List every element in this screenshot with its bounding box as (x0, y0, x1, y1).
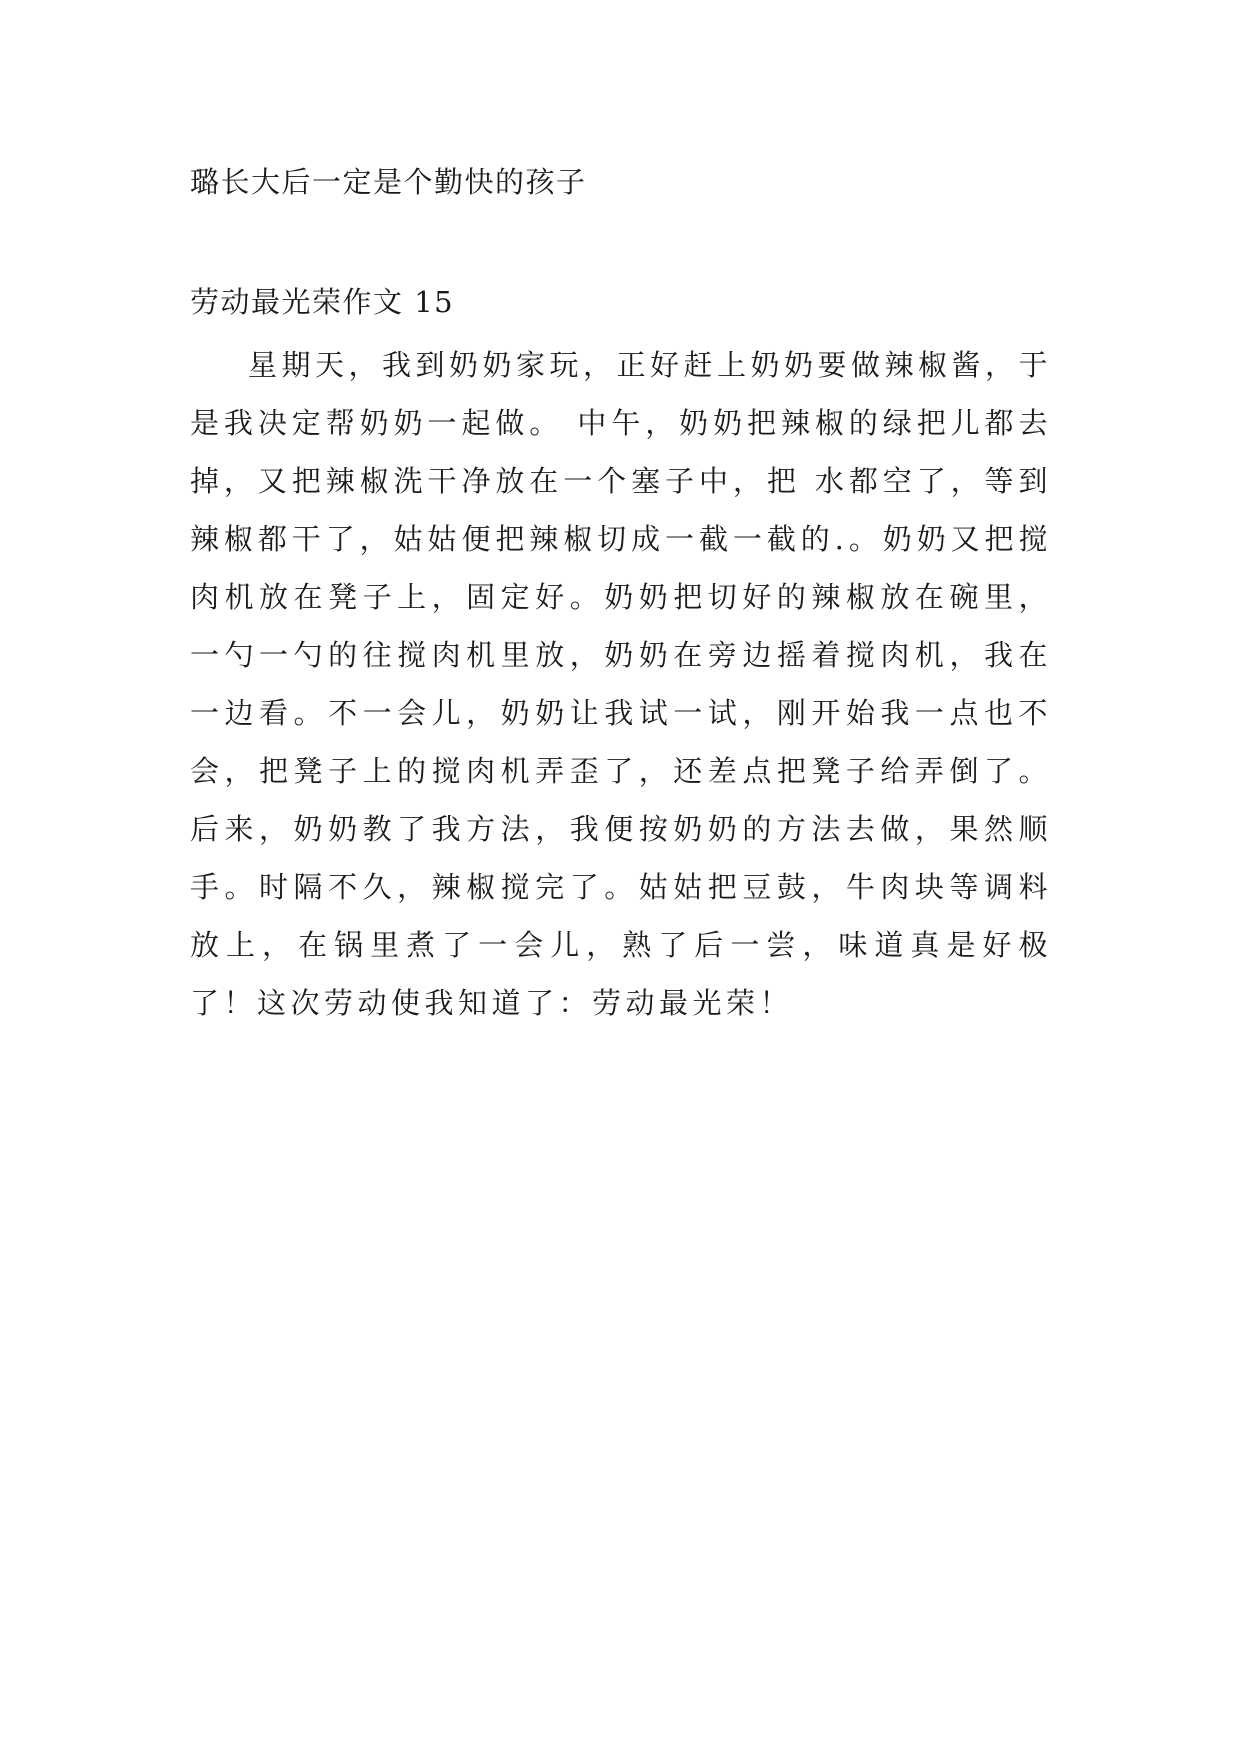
essay-title: 劳动最光荣作文 15 (190, 285, 455, 319)
previous-essay-closing-line: 璐长大后一定是个勤快的孩子 (190, 165, 587, 199)
essay-body-paragraph: 星期天，我到奶奶家玩，正好赶上奶奶要做辣椒酱，于是我决定帮奶奶一起做。 中午，奶奶把辣椒的绿把儿都去掉，又把辣椒洗干净放在一个塞子中，把 水都空了，等到辣椒都干了，姑姑便把辣椒切成一截一截的.。奶奶又把搅肉机放在凳子上，固定好。奶奶把切好的辣椒放在碗里，一勺一勺的往搅肉机里放，奶奶在旁边摇着搅肉机，我在一边看。不一会儿，奶奶让我试一试，刚开始我一点也不会，把凳子上的搅肉机弄歪了，还差点把凳子给弄倒了。后来，奶奶教了我方法，我便按奶奶的方法去做，果然顺手。时隔不久，辣椒搅完了。姑姑把豆鼓，牛肉块等调料放上，在锅里煮了一会儿，熟了后一尝，味道真是好极了！这次劳动使我知道了：劳动最光荣！ (190, 348, 1053, 1020)
